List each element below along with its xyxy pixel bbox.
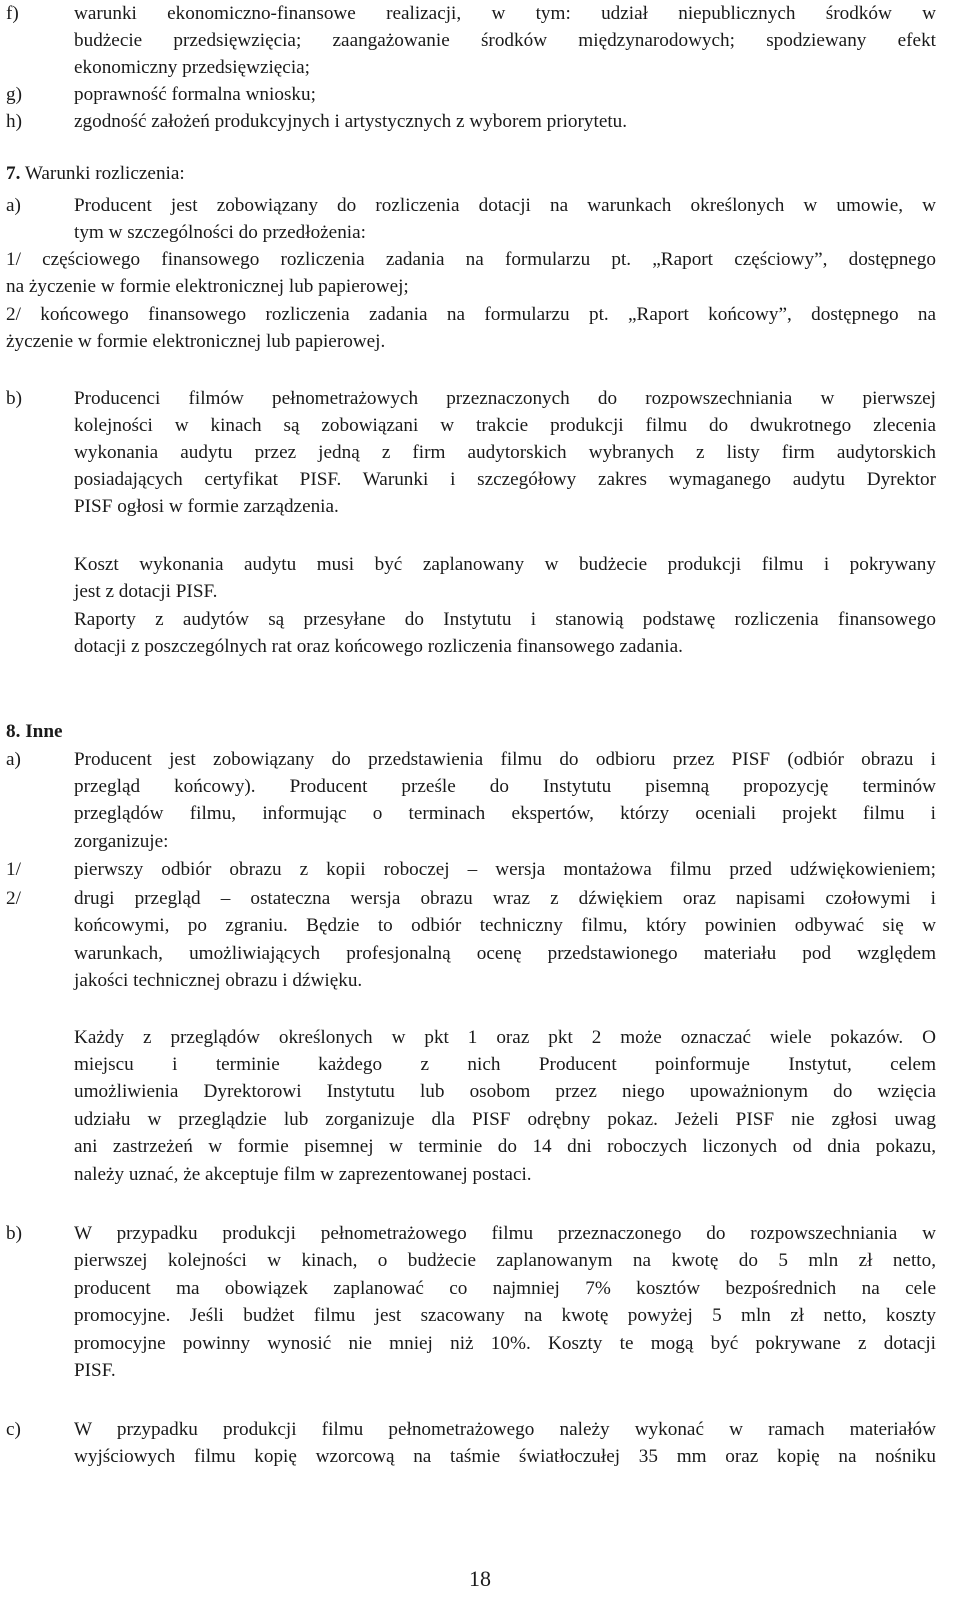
list-label-f: f) xyxy=(6,3,19,24)
text-line: umożliwienia Dyrektorowi Instytutu lub osobom przez niego upoważnionym do wzięcia xyxy=(74,1081,936,1102)
section-title: Inne xyxy=(25,721,63,742)
text-line: 1/ częściowego finansowego rozliczenia zadania na formularzu pt. „Raport częściowy”, dostępnego xyxy=(6,249,936,270)
text-line: tym w szczególności do przedłożenia: xyxy=(74,222,366,243)
list-label-1: 1/ xyxy=(6,859,21,880)
text-line: zgodność założeń produkcyjnych i artystycznych z wyborem priorytetu. xyxy=(74,111,628,132)
text-line: końcowymi, po zgraniu. Będzie to odbiór techniczny filmu, który powinien odbywać się w xyxy=(74,915,936,936)
text-line: Producent jest zobowiązany do rozliczenia dotacji na warunkach określonych w umowie, w xyxy=(74,195,936,216)
text-line: posiadających certyfikat PISF. Warunki i szczegółowy zakres wymaganego audytu Dyrektor xyxy=(74,469,936,490)
list-label-a: a) xyxy=(6,749,21,770)
text-line: miejscu i terminie każdego z nich Producent poinformuje Instytut, celem xyxy=(74,1054,936,1075)
text-line: W przypadku produkcji filmu pełnometrażowego należy wykonać w ramach materiałów xyxy=(74,1419,936,1440)
list-label-b: b) xyxy=(6,1223,22,1244)
section-number: 8. xyxy=(6,721,21,742)
text-line: przegląd końcowy). Producent prześle do Instytutu pisemną propozycję terminów xyxy=(74,776,936,797)
text-line: drugi przegląd – ostateczna wersja obrazu wraz z dźwiękiem oraz napisami czołowymi i xyxy=(74,888,936,909)
text-line: ekonomiczny przedsięwzięcia; xyxy=(74,57,311,78)
text-line: producent ma obowiązek zaplanować co najmniej 7% kosztów bezpośrednich na cele xyxy=(74,1278,936,1299)
text-line: PISF. xyxy=(74,1360,116,1381)
section-8-heading xyxy=(6,718,63,745)
list-label-a: a) xyxy=(6,195,21,216)
text-line: Raporty z audytów są przesyłane do Instytutu i stanowią podstawę rozliczenia finansowego xyxy=(74,609,936,630)
text-line: dotacji z poszczególnych rat oraz końcowego rozliczenia finansowego zadania. xyxy=(74,636,683,657)
text-line: Producenci filmów pełnometrażowych przeznaczonych do rozpowszechniania w pierwszej xyxy=(74,388,936,409)
text-line: udziału w przeglądzie lub zorganizuje dla PISF odrębny pokaz. Jeżeli PISF nie zgłosi uwag xyxy=(74,1109,936,1130)
text-line: 2/ końcowego finansowego rozliczenia zadania na formularzu pt. „Raport końcowy”, dostępnego na xyxy=(6,304,936,325)
text-line: PISF ogłosi w formie zarządzenia. xyxy=(74,496,339,517)
text-line: Producent jest zobowiązany do przedstawienia filmu do odbioru przez PISF (odbiór obrazu i xyxy=(74,749,936,770)
text-line: warunkach, umożliwiających profesjonalną ocenę przedstawionego materiału pod względem xyxy=(74,943,936,964)
text-line: życzenie w formie elektronicznej lub papierowej. xyxy=(6,331,386,352)
text-line: ani zastrzeżeń w formie pisemnej w terminie do 14 dni roboczych liczonych od dnia pokazu, xyxy=(74,1136,936,1157)
page-number: 18 xyxy=(469,1566,491,1591)
list-label-g: g) xyxy=(6,84,22,105)
section-number: 7. xyxy=(6,163,21,184)
section-title: Warunki rozliczenia: xyxy=(24,163,185,184)
text-line: Koszt wykonania audytu musi być zaplanowany w budżecie produkcji filmu i pokrywany xyxy=(74,554,936,575)
text-line: Każdy z przeglądów określonych w pkt 1 oraz pkt 2 może oznaczać wiele pokazów. O xyxy=(74,1027,936,1048)
text-line: pierwszej kolejności w kinach, o budżecie zaplanowanym na kwotę do 5 mln zł netto, xyxy=(74,1250,936,1271)
text-line: jest z dotacji PISF. xyxy=(74,581,218,602)
text-line: zorganizuje: xyxy=(74,831,169,852)
text-line: poprawność formalna wniosku; xyxy=(74,84,316,105)
list-label-h: h) xyxy=(6,111,22,132)
text-line: kolejności w kinach są zobowiązani w trakcie produkcji filmu do dwukrotnego zlecenia xyxy=(74,415,936,436)
text-line: przeglądów filmu, informując o terminach ekspertów, którzy oceniali projekt filmu i xyxy=(74,803,936,824)
list-label-b: b) xyxy=(6,388,22,409)
text-line: na życzenie w formie elektronicznej lub papierowej; xyxy=(6,276,409,297)
text-line: wyjściowych filmu kopię wzorcową na taśmie światłoczułej 35 mm oraz kopię na nośniku xyxy=(74,1446,936,1467)
text-line: jakości technicznej obrazu i dźwięku. xyxy=(74,970,363,991)
text-line: budżecie przedsięwzięcia; zaangażowanie środków międzynarodowych; spodziewany efekt xyxy=(74,30,936,51)
text-line: promocyjne. Jeśli budżet filmu jest szacowany na kwotę powyżej 5 mln zł netto, koszty xyxy=(74,1305,936,1326)
section-7-heading xyxy=(6,160,185,187)
list-label-2: 2/ xyxy=(6,888,21,909)
text-line: należy uznać, że akceptuje film w zaprezentowanej postaci. xyxy=(74,1164,532,1185)
text-line: W przypadku produkcji pełnometrażowego filmu przeznaczonego do rozpowszechniania w xyxy=(74,1223,936,1244)
list-label-c: c) xyxy=(6,1419,21,1440)
text-line: promocyjne powinny wynosić nie mniej niż 10%. Koszty te mogą być pokrywane z dotacji xyxy=(74,1333,936,1354)
text-line: wykonania audytu przez jedną z firm audytorskich wybranych z listy firm audytorskich xyxy=(74,442,936,463)
text-line: pierwszy odbiór obrazu z kopii roboczej – wersja montażowa filmu przed udźwiękowieniem; xyxy=(74,859,936,880)
text-line: warunki ekonomiczno-finansowe realizacji, w tym: udział niepublicznych środków w xyxy=(74,3,936,24)
